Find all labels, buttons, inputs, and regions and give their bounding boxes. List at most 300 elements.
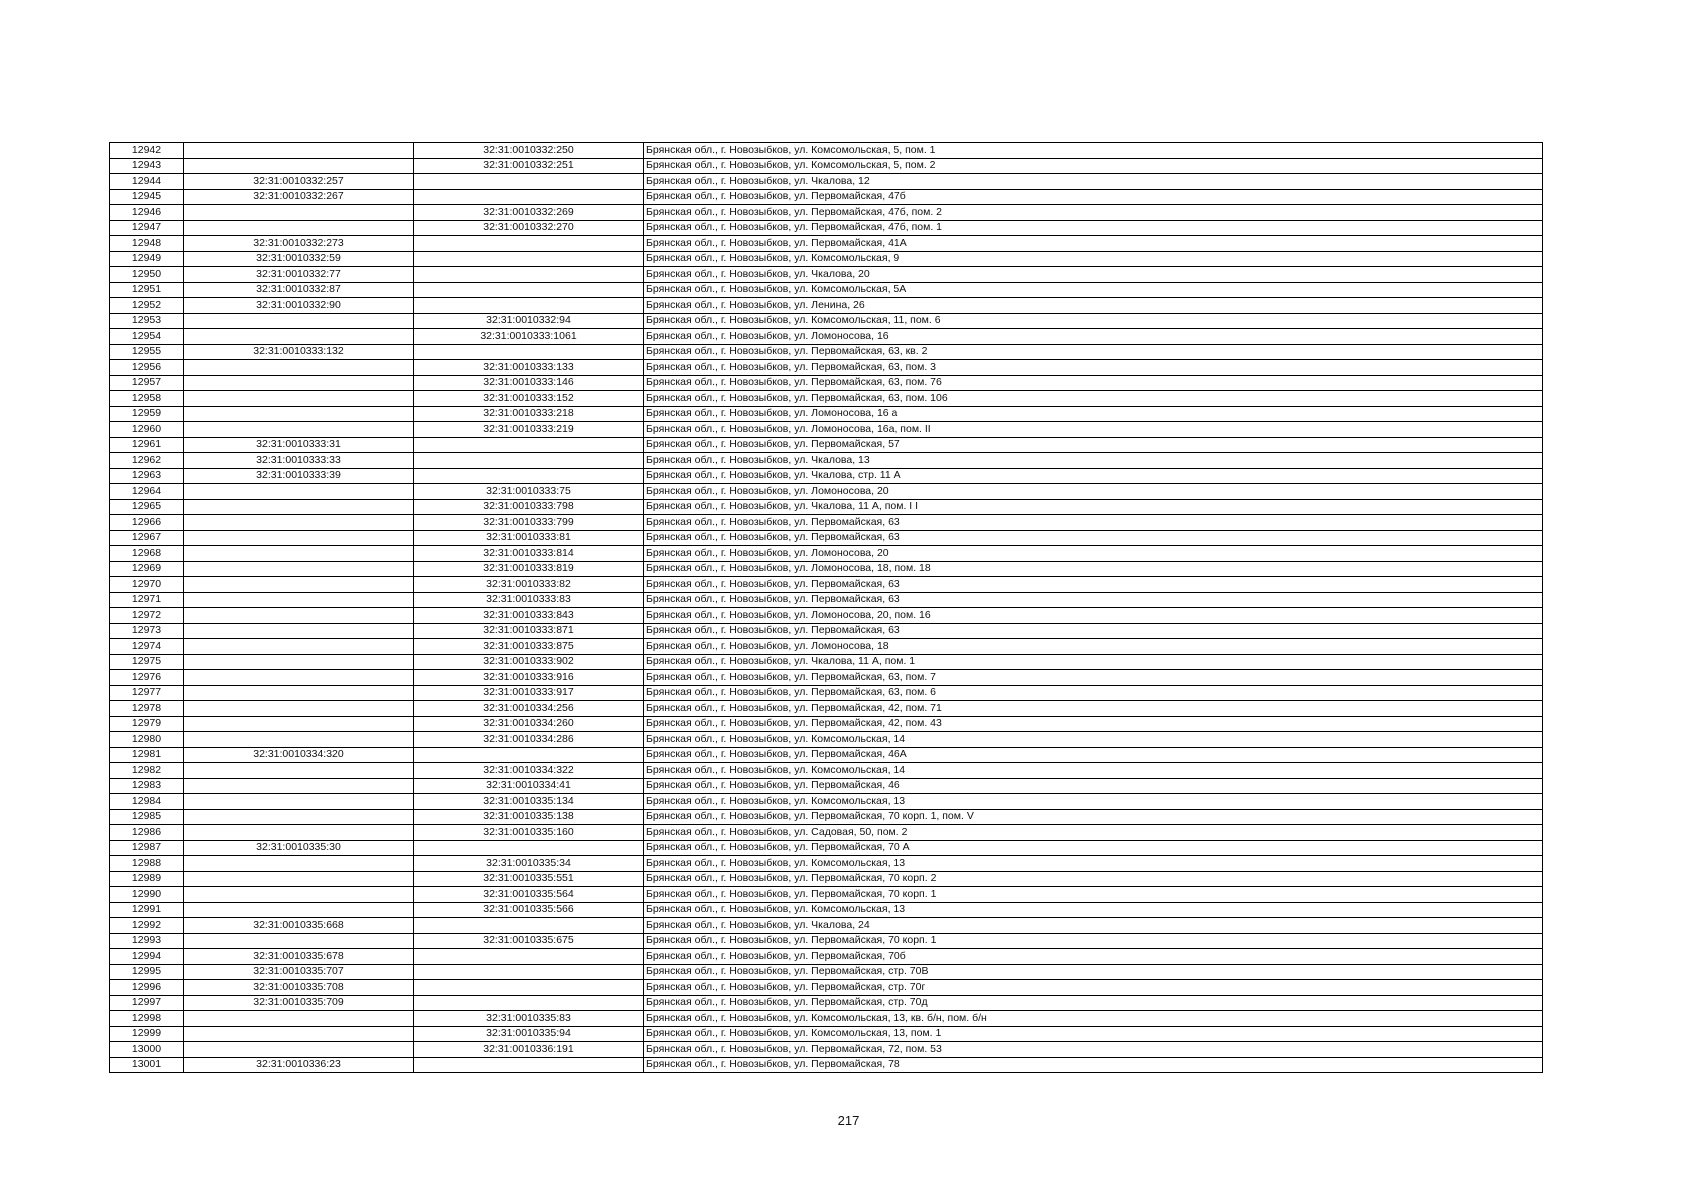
cadastral-number-cell <box>184 592 414 608</box>
cadastral-number-secondary-cell: 32:31:0010335:564 <box>414 887 644 903</box>
row-number-cell: 12973 <box>110 623 184 639</box>
address-cell: Брянская обл., г. Новозыбков, ул. Чкалова, стр. 11 А <box>644 468 1543 484</box>
table-row <box>110 825 1543 841</box>
cadastral-number-secondary-cell <box>414 344 644 360</box>
address-cell: Брянская обл., г. Новозыбков, ул. Чкалова, 11 А, пом. 1 <box>644 654 1543 670</box>
address-cell: Брянская обл., г. Новозыбков, ул. Комсомольская, 13 <box>644 856 1543 872</box>
row-number-cell: 12978 <box>110 701 184 717</box>
address-cell: Брянская обл., г. Новозыбков, ул. Комсомольская, 13, пом. 1 <box>644 1026 1543 1042</box>
address-cell: Брянская обл., г. Новозыбков, ул. Первомайская, 46А <box>644 747 1543 763</box>
row-number-cell: 12976 <box>110 670 184 686</box>
cadastral-number-cell <box>184 546 414 562</box>
row-number-cell: 12984 <box>110 794 184 810</box>
cadastral-number-secondary-cell: 32:31:0010335:34 <box>414 856 644 872</box>
cadastral-number-secondary-cell: 32:31:0010335:138 <box>414 809 644 825</box>
table-row <box>110 840 1543 856</box>
table-row <box>110 639 1543 655</box>
address-cell: Брянская обл., г. Новозыбков, ул. Первомайская, 63 <box>644 623 1543 639</box>
cadastral-number-secondary-cell: 32:31:0010333:819 <box>414 561 644 577</box>
cadastral-number-cell: 32:31:0010335:668 <box>184 918 414 934</box>
row-number-cell: 12960 <box>110 422 184 438</box>
address-cell: Брянская обл., г. Новозыбков, ул. Садовая, 50, пом. 2 <box>644 825 1543 841</box>
cadastral-number-secondary-cell: 32:31:0010333:152 <box>414 391 644 407</box>
cadastral-number-secondary-cell <box>414 189 644 205</box>
row-number-cell: 12950 <box>110 267 184 283</box>
cadastral-number-secondary-cell: 32:31:0010333:798 <box>414 499 644 515</box>
cadastral-number-cell <box>184 608 414 624</box>
cadastral-number-secondary-cell: 32:31:0010334:286 <box>414 732 644 748</box>
table-row <box>110 205 1543 221</box>
row-number-cell: 12945 <box>110 189 184 205</box>
address-cell: Брянская обл., г. Новозыбков, ул. Ломоносова, 20, пом. 16 <box>644 608 1543 624</box>
row-number-cell: 12991 <box>110 902 184 918</box>
row-number-cell: 12948 <box>110 236 184 252</box>
address-cell: Брянская обл., г. Новозыбков, ул. Первомайская, 42, пом. 71 <box>644 701 1543 717</box>
row-number-cell: 12956 <box>110 360 184 376</box>
cadastral-number-cell <box>184 670 414 686</box>
cadastral-number-secondary-cell <box>414 980 644 996</box>
row-number-cell: 12968 <box>110 546 184 562</box>
table-row <box>110 654 1543 670</box>
cadastral-number-cell: 32:31:0010333:132 <box>184 344 414 360</box>
address-cell: Брянская обл., г. Новозыбков, ул. Ломоносова, 18, пом. 18 <box>644 561 1543 577</box>
table-row <box>110 329 1543 345</box>
cadastral-number-secondary-cell <box>414 949 644 965</box>
row-number-cell: 12952 <box>110 298 184 314</box>
table-row <box>110 794 1543 810</box>
table-row <box>110 1057 1543 1073</box>
cadastral-number-cell <box>184 499 414 515</box>
cadastral-number-secondary-cell: 32:31:0010334:260 <box>414 716 644 732</box>
row-number-cell: 12986 <box>110 825 184 841</box>
cadastral-number-cell <box>184 329 414 345</box>
row-number-cell: 12949 <box>110 251 184 267</box>
table-row <box>110 1026 1543 1042</box>
cadastral-number-cell: 32:31:0010332:87 <box>184 282 414 298</box>
address-cell: Брянская обл., г. Новозыбков, ул. Комсомольская, 5, пом. 2 <box>644 158 1543 174</box>
cadastral-number-cell <box>184 778 414 794</box>
address-cell: Брянская обл., г. Новозыбков, ул. Первомайская, 41А <box>644 236 1543 252</box>
address-cell: Брянская обл., г. Новозыбков, ул. Комсомольская, 5А <box>644 282 1543 298</box>
table-row <box>110 453 1543 469</box>
cadastral-number-secondary-cell: 32:31:0010333:82 <box>414 577 644 593</box>
table-row <box>110 902 1543 918</box>
cadastral-number-secondary-cell: 32:31:0010333:843 <box>414 608 644 624</box>
table-row <box>110 174 1543 190</box>
row-number-cell: 12954 <box>110 329 184 345</box>
cadastral-number-secondary-cell: 32:31:0010333:917 <box>414 685 644 701</box>
table-row <box>110 763 1543 779</box>
table-row <box>110 623 1543 639</box>
address-cell: Брянская обл., г. Новозыбков, ул. Первомайская, 70 корп. 1 <box>644 933 1543 949</box>
table-row <box>110 577 1543 593</box>
cadastral-number-cell <box>184 1026 414 1042</box>
row-number-cell: 12980 <box>110 732 184 748</box>
table-row <box>110 980 1543 996</box>
row-number-cell: 12943 <box>110 158 184 174</box>
address-cell: Брянская обл., г. Новозыбков, ул. Первомайская, 63, пом. 6 <box>644 685 1543 701</box>
cadastral-number-secondary-cell <box>414 437 644 453</box>
table-row <box>110 468 1543 484</box>
table-row <box>110 267 1543 283</box>
table-row <box>110 437 1543 453</box>
table-row <box>110 685 1543 701</box>
cadastral-number-secondary-cell <box>414 251 644 267</box>
cadastral-number-secondary-cell: 32:31:0010333:218 <box>414 406 644 422</box>
cadastral-number-secondary-cell: 32:31:0010335:566 <box>414 902 644 918</box>
cadastral-number-cell <box>184 577 414 593</box>
address-cell: Брянская обл., г. Новозыбков, ул. Первомайская, 57 <box>644 437 1543 453</box>
table-row <box>110 918 1543 934</box>
cadastral-number-cell <box>184 871 414 887</box>
cadastral-number-cell <box>184 732 414 748</box>
cadastral-number-cell: 32:31:0010335:678 <box>184 949 414 965</box>
cadastral-number-secondary-cell: 32:31:0010335:134 <box>414 794 644 810</box>
address-cell: Брянская обл., г. Новозыбков, ул. Чкалова, 12 <box>644 174 1543 190</box>
address-cell: Брянская обл., г. Новозыбков, ул. Комсомольская, 13, кв. б/н, пом. б/н <box>644 1011 1543 1027</box>
address-cell: Брянская обл., г. Новозыбков, ул. Первомайская, 70 А <box>644 840 1543 856</box>
table-row <box>110 995 1543 1011</box>
row-number-cell: 12999 <box>110 1026 184 1042</box>
table-row <box>110 298 1543 314</box>
address-cell: Брянская обл., г. Новозыбков, ул. Ломоносова, 20 <box>644 546 1543 562</box>
cadastral-number-cell: 32:31:0010332:257 <box>184 174 414 190</box>
cadastral-number-cell <box>184 158 414 174</box>
row-number-cell: 12993 <box>110 933 184 949</box>
address-cell: Брянская обл., г. Новозыбков, ул. Первомайская, 63, пом. 7 <box>644 670 1543 686</box>
cadastral-number-cell <box>184 422 414 438</box>
address-cell: Брянская обл., г. Новозыбков, ул. Ломоносова, 16а, пом. II <box>644 422 1543 438</box>
address-cell: Брянская обл., г. Новозыбков, ул. Комсомольская, 5, пом. 1 <box>644 143 1543 159</box>
table-row <box>110 933 1543 949</box>
address-cell: Брянская обл., г. Новозыбков, ул. Первомайская, 42, пом. 43 <box>644 716 1543 732</box>
table-row <box>110 484 1543 500</box>
address-cell: Брянская обл., г. Новозыбков, ул. Первомайская, 63 <box>644 530 1543 546</box>
table-row <box>110 670 1543 686</box>
cadastral-number-cell <box>184 205 414 221</box>
table-row <box>110 375 1543 391</box>
cadastral-number-secondary-cell: 32:31:0010334:256 <box>414 701 644 717</box>
address-cell: Брянская обл., г. Новозыбков, ул. Первомайская, 47б, пом. 2 <box>644 205 1543 221</box>
table-row <box>110 530 1543 546</box>
row-number-cell: 12946 <box>110 205 184 221</box>
row-number-cell: 12965 <box>110 499 184 515</box>
cadastral-number-secondary-cell <box>414 964 644 980</box>
cadastral-number-cell: 32:31:0010332:90 <box>184 298 414 314</box>
cadastral-table <box>109 142 1543 1073</box>
cadastral-number-secondary-cell: 32:31:0010333:146 <box>414 375 644 391</box>
cadastral-number-secondary-cell: 32:31:0010335:551 <box>414 871 644 887</box>
address-cell: Брянская обл., г. Новозыбков, ул. Первомайская, 70 корп. 1, пом. V <box>644 809 1543 825</box>
table-row <box>110 716 1543 732</box>
cadastral-number-secondary-cell: 32:31:0010333:875 <box>414 639 644 655</box>
table-row <box>110 422 1543 438</box>
table-row <box>110 360 1543 376</box>
cadastral-number-cell: 32:31:0010335:707 <box>184 964 414 980</box>
row-number-cell: 12957 <box>110 375 184 391</box>
row-number-cell: 13001 <box>110 1057 184 1073</box>
cadastral-number-cell <box>184 933 414 949</box>
table-row <box>110 809 1543 825</box>
row-number-cell: 12947 <box>110 220 184 236</box>
cadastral-number-cell: 32:31:0010332:77 <box>184 267 414 283</box>
cadastral-number-cell <box>184 1042 414 1058</box>
cadastral-number-secondary-cell <box>414 995 644 1011</box>
table-row <box>110 189 1543 205</box>
row-number-cell: 12994 <box>110 949 184 965</box>
cadastral-number-cell <box>184 623 414 639</box>
table-row <box>110 344 1543 360</box>
cadastral-number-secondary-cell: 32:31:0010333:81 <box>414 530 644 546</box>
cadastral-number-cell: 32:31:0010335:709 <box>184 995 414 1011</box>
address-cell: Брянская обл., г. Новозыбков, ул. Первомайская, 63, кв. 2 <box>644 344 1543 360</box>
address-cell: Брянская обл., г. Новозыбков, ул. Первомайская, 63, пом. 76 <box>644 375 1543 391</box>
row-number-cell: 12979 <box>110 716 184 732</box>
table-row <box>110 1011 1543 1027</box>
table-row <box>110 220 1543 236</box>
address-cell: Брянская обл., г. Новозыбков, ул. Первомайская, стр. 70В <box>644 964 1543 980</box>
address-cell: Брянская обл., г. Новозыбков, ул. Первомайская, 63, пом. 3 <box>644 360 1543 376</box>
row-number-cell: 12961 <box>110 437 184 453</box>
row-number-cell: 12985 <box>110 809 184 825</box>
table-row <box>110 158 1543 174</box>
cadastral-number-secondary-cell <box>414 453 644 469</box>
address-cell: Брянская обл., г. Новозыбков, ул. Чкалова, 11 А, пом. I I <box>644 499 1543 515</box>
table-row <box>110 561 1543 577</box>
row-number-cell: 12944 <box>110 174 184 190</box>
cadastral-number-cell <box>184 375 414 391</box>
cadastral-number-secondary-cell: 32:31:0010333:814 <box>414 546 644 562</box>
address-cell: Брянская обл., г. Новозыбков, ул. Первомайская, стр. 70д <box>644 995 1543 1011</box>
cadastral-number-secondary-cell <box>414 282 644 298</box>
table-row <box>110 282 1543 298</box>
table-row <box>110 391 1543 407</box>
address-cell: Брянская обл., г. Новозыбков, ул. Комсомольская, 9 <box>644 251 1543 267</box>
row-number-cell: 12982 <box>110 763 184 779</box>
table-row <box>110 887 1543 903</box>
row-number-cell: 12995 <box>110 964 184 980</box>
cadastral-number-cell: 32:31:0010333:33 <box>184 453 414 469</box>
address-cell: Брянская обл., г. Новозыбков, ул. Первомайская, 70б <box>644 949 1543 965</box>
cadastral-number-secondary-cell <box>414 267 644 283</box>
row-number-cell: 12988 <box>110 856 184 872</box>
cadastral-number-cell: 32:31:0010335:708 <box>184 980 414 996</box>
table-row <box>110 732 1543 748</box>
row-number-cell: 12958 <box>110 391 184 407</box>
page-number: 217 <box>837 1113 860 1128</box>
cadastral-number-cell <box>184 530 414 546</box>
address-cell: Брянская обл., г. Новозыбков, ул. Первомайская, 47б <box>644 189 1543 205</box>
cadastral-number-secondary-cell <box>414 747 644 763</box>
cadastral-number-secondary-cell: 32:31:0010334:322 <box>414 763 644 779</box>
table-row <box>110 515 1543 531</box>
address-cell: Брянская обл., г. Новозыбков, ул. Комсомольская, 14 <box>644 732 1543 748</box>
cadastral-number-secondary-cell: 32:31:0010335:160 <box>414 825 644 841</box>
cadastral-number-secondary-cell: 32:31:0010335:94 <box>414 1026 644 1042</box>
cadastral-number-cell <box>184 825 414 841</box>
row-number-cell: 12942 <box>110 143 184 159</box>
cadastral-number-cell <box>184 685 414 701</box>
cadastral-number-secondary-cell: 32:31:0010333:83 <box>414 592 644 608</box>
address-cell: Брянская обл., г. Новозыбков, ул. Первомайская, 70 корп. 1 <box>644 887 1543 903</box>
cadastral-number-secondary-cell <box>414 840 644 856</box>
cadastral-number-cell: 32:31:0010333:39 <box>184 468 414 484</box>
address-cell: Брянская обл., г. Новозыбков, ул. Первомайская, 63 <box>644 515 1543 531</box>
cadastral-number-cell <box>184 809 414 825</box>
address-cell: Брянская обл., г. Новозыбков, ул. Ленина, 26 <box>644 298 1543 314</box>
row-number-cell: 12951 <box>110 282 184 298</box>
address-cell: Брянская обл., г. Новозыбков, ул. Первомайская, 78 <box>644 1057 1543 1073</box>
cadastral-number-cell: 32:31:0010334:320 <box>184 747 414 763</box>
cadastral-number-secondary-cell <box>414 174 644 190</box>
address-cell: Брянская обл., г. Новозыбков, ул. Первомайская, 63 <box>644 577 1543 593</box>
address-cell: Брянская обл., г. Новозыбков, ул. Чкалова, 13 <box>644 453 1543 469</box>
cadastral-number-cell: 32:31:0010332:267 <box>184 189 414 205</box>
address-cell: Брянская обл., г. Новозыбков, ул. Чкалова, 20 <box>644 267 1543 283</box>
row-number-cell: 12974 <box>110 639 184 655</box>
cadastral-number-secondary-cell <box>414 918 644 934</box>
address-cell: Брянская обл., г. Новозыбков, ул. Чкалова, 24 <box>644 918 1543 934</box>
address-cell: Брянская обл., г. Новозыбков, ул. Первомайская, 63, пом. 106 <box>644 391 1543 407</box>
table-row <box>110 871 1543 887</box>
row-number-cell: 12975 <box>110 654 184 670</box>
cadastral-number-cell: 32:31:0010332:59 <box>184 251 414 267</box>
address-cell: Брянская обл., г. Новозыбков, ул. Комсомольская, 13 <box>644 902 1543 918</box>
table-row <box>110 313 1543 329</box>
cadastral-number-cell: 32:31:0010333:31 <box>184 437 414 453</box>
cadastral-number-cell <box>184 360 414 376</box>
cadastral-number-cell <box>184 902 414 918</box>
cadastral-number-cell <box>184 220 414 236</box>
cadastral-number-secondary-cell: 32:31:0010333:799 <box>414 515 644 531</box>
cadastral-number-secondary-cell: 32:31:0010335:675 <box>414 933 644 949</box>
address-cell: Брянская обл., г. Новозыбков, ул. Комсомольская, 13 <box>644 794 1543 810</box>
table-row <box>110 608 1543 624</box>
cadastral-number-cell <box>184 143 414 159</box>
row-number-cell: 12977 <box>110 685 184 701</box>
table-body <box>110 143 1543 1073</box>
row-number-cell: 12959 <box>110 406 184 422</box>
address-cell: Брянская обл., г. Новозыбков, ул. Первомайская, 47б, пом. 1 <box>644 220 1543 236</box>
cadastral-number-secondary-cell: 32:31:0010333:871 <box>414 623 644 639</box>
table-row <box>110 592 1543 608</box>
cadastral-number-cell <box>184 391 414 407</box>
table-row <box>110 499 1543 515</box>
address-cell: Брянская обл., г. Новозыбков, ул. Первомайская, 46 <box>644 778 1543 794</box>
address-cell: Брянская обл., г. Новозыбков, ул. Первомайская, стр. 70г <box>644 980 1543 996</box>
row-number-cell: 12987 <box>110 840 184 856</box>
row-number-cell: 12971 <box>110 592 184 608</box>
row-number-cell: 12989 <box>110 871 184 887</box>
cadastral-number-secondary-cell: 32:31:0010332:94 <box>414 313 644 329</box>
address-cell: Брянская обл., г. Новозыбков, ул. Ломоносова, 16 <box>644 329 1543 345</box>
cadastral-number-cell: 32:31:0010335:30 <box>184 840 414 856</box>
row-number-cell: 12990 <box>110 887 184 903</box>
cadastral-number-cell <box>184 639 414 655</box>
cadastral-number-cell: 32:31:0010332:273 <box>184 236 414 252</box>
table-row <box>110 1042 1543 1058</box>
table-row <box>110 143 1543 159</box>
cadastral-number-secondary-cell: 32:31:0010333:75 <box>414 484 644 500</box>
cadastral-number-secondary-cell: 32:31:0010333:219 <box>414 422 644 438</box>
cadastral-number-secondary-cell <box>414 468 644 484</box>
cadastral-number-secondary-cell <box>414 298 644 314</box>
table-row <box>110 778 1543 794</box>
cadastral-number-secondary-cell: 32:31:0010334:41 <box>414 778 644 794</box>
cadastral-number-cell <box>184 484 414 500</box>
row-number-cell: 12962 <box>110 453 184 469</box>
cadastral-number-secondary-cell <box>414 1057 644 1073</box>
row-number-cell: 12981 <box>110 747 184 763</box>
cadastral-number-cell <box>184 716 414 732</box>
cadastral-number-secondary-cell: 32:31:0010333:916 <box>414 670 644 686</box>
row-number-cell: 12969 <box>110 561 184 577</box>
table-row <box>110 251 1543 267</box>
cadastral-number-cell <box>184 856 414 872</box>
cadastral-number-secondary-cell: 32:31:0010333:133 <box>414 360 644 376</box>
cadastral-number-secondary-cell: 32:31:0010332:270 <box>414 220 644 236</box>
row-number-cell: 12972 <box>110 608 184 624</box>
cadastral-number-cell <box>184 1011 414 1027</box>
table-row <box>110 964 1543 980</box>
cadastral-number-cell <box>184 794 414 810</box>
cadastral-number-cell <box>184 313 414 329</box>
cadastral-number-cell <box>184 701 414 717</box>
cadastral-number-secondary-cell: 32:31:0010333:902 <box>414 654 644 670</box>
table-row <box>110 856 1543 872</box>
cadastral-number-secondary-cell: 32:31:0010335:83 <box>414 1011 644 1027</box>
address-cell: Брянская обл., г. Новозыбков, ул. Комсомольская, 14 <box>644 763 1543 779</box>
cadastral-number-secondary-cell: 32:31:0010332:250 <box>414 143 644 159</box>
row-number-cell: 12955 <box>110 344 184 360</box>
address-cell: Брянская обл., г. Новозыбков, ул. Ломоносова, 20 <box>644 484 1543 500</box>
table-row <box>110 949 1543 965</box>
row-number-cell: 12970 <box>110 577 184 593</box>
address-cell: Брянская обл., г. Новозыбков, ул. Первомайская, 63 <box>644 592 1543 608</box>
row-number-cell: 12963 <box>110 468 184 484</box>
table-row <box>110 236 1543 252</box>
row-number-cell: 12998 <box>110 1011 184 1027</box>
cadastral-number-secondary-cell: 32:31:0010333:1061 <box>414 329 644 345</box>
row-number-cell: 12966 <box>110 515 184 531</box>
cadastral-number-cell <box>184 887 414 903</box>
table-row <box>110 701 1543 717</box>
cadastral-number-secondary-cell: 32:31:0010332:269 <box>414 205 644 221</box>
row-number-cell: 12964 <box>110 484 184 500</box>
row-number-cell: 12992 <box>110 918 184 934</box>
address-cell: Брянская обл., г. Новозыбков, ул. Первомайская, 72, пом. 53 <box>644 1042 1543 1058</box>
table-row <box>110 406 1543 422</box>
row-number-cell: 13000 <box>110 1042 184 1058</box>
cadastral-number-cell <box>184 406 414 422</box>
address-cell: Брянская обл., г. Новозыбков, ул. Первомайская, 70 корп. 2 <box>644 871 1543 887</box>
cadastral-number-secondary-cell: 32:31:0010332:251 <box>414 158 644 174</box>
table-row <box>110 747 1543 763</box>
cadastral-number-cell <box>184 763 414 779</box>
address-cell: Брянская обл., г. Новозыбков, ул. Ломоносова, 16 а <box>644 406 1543 422</box>
row-number-cell: 12967 <box>110 530 184 546</box>
address-cell: Брянская обл., г. Новозыбков, ул. Комсомольская, 11, пом. 6 <box>644 313 1543 329</box>
row-number-cell: 12983 <box>110 778 184 794</box>
row-number-cell: 12996 <box>110 980 184 996</box>
table-row <box>110 546 1543 562</box>
cadastral-number-secondary-cell <box>414 236 644 252</box>
cadastral-number-secondary-cell: 32:31:0010336:191 <box>414 1042 644 1058</box>
cadastral-number-cell <box>184 654 414 670</box>
row-number-cell: 12953 <box>110 313 184 329</box>
cadastral-number-cell: 32:31:0010336:23 <box>184 1057 414 1073</box>
row-number-cell: 12997 <box>110 995 184 1011</box>
